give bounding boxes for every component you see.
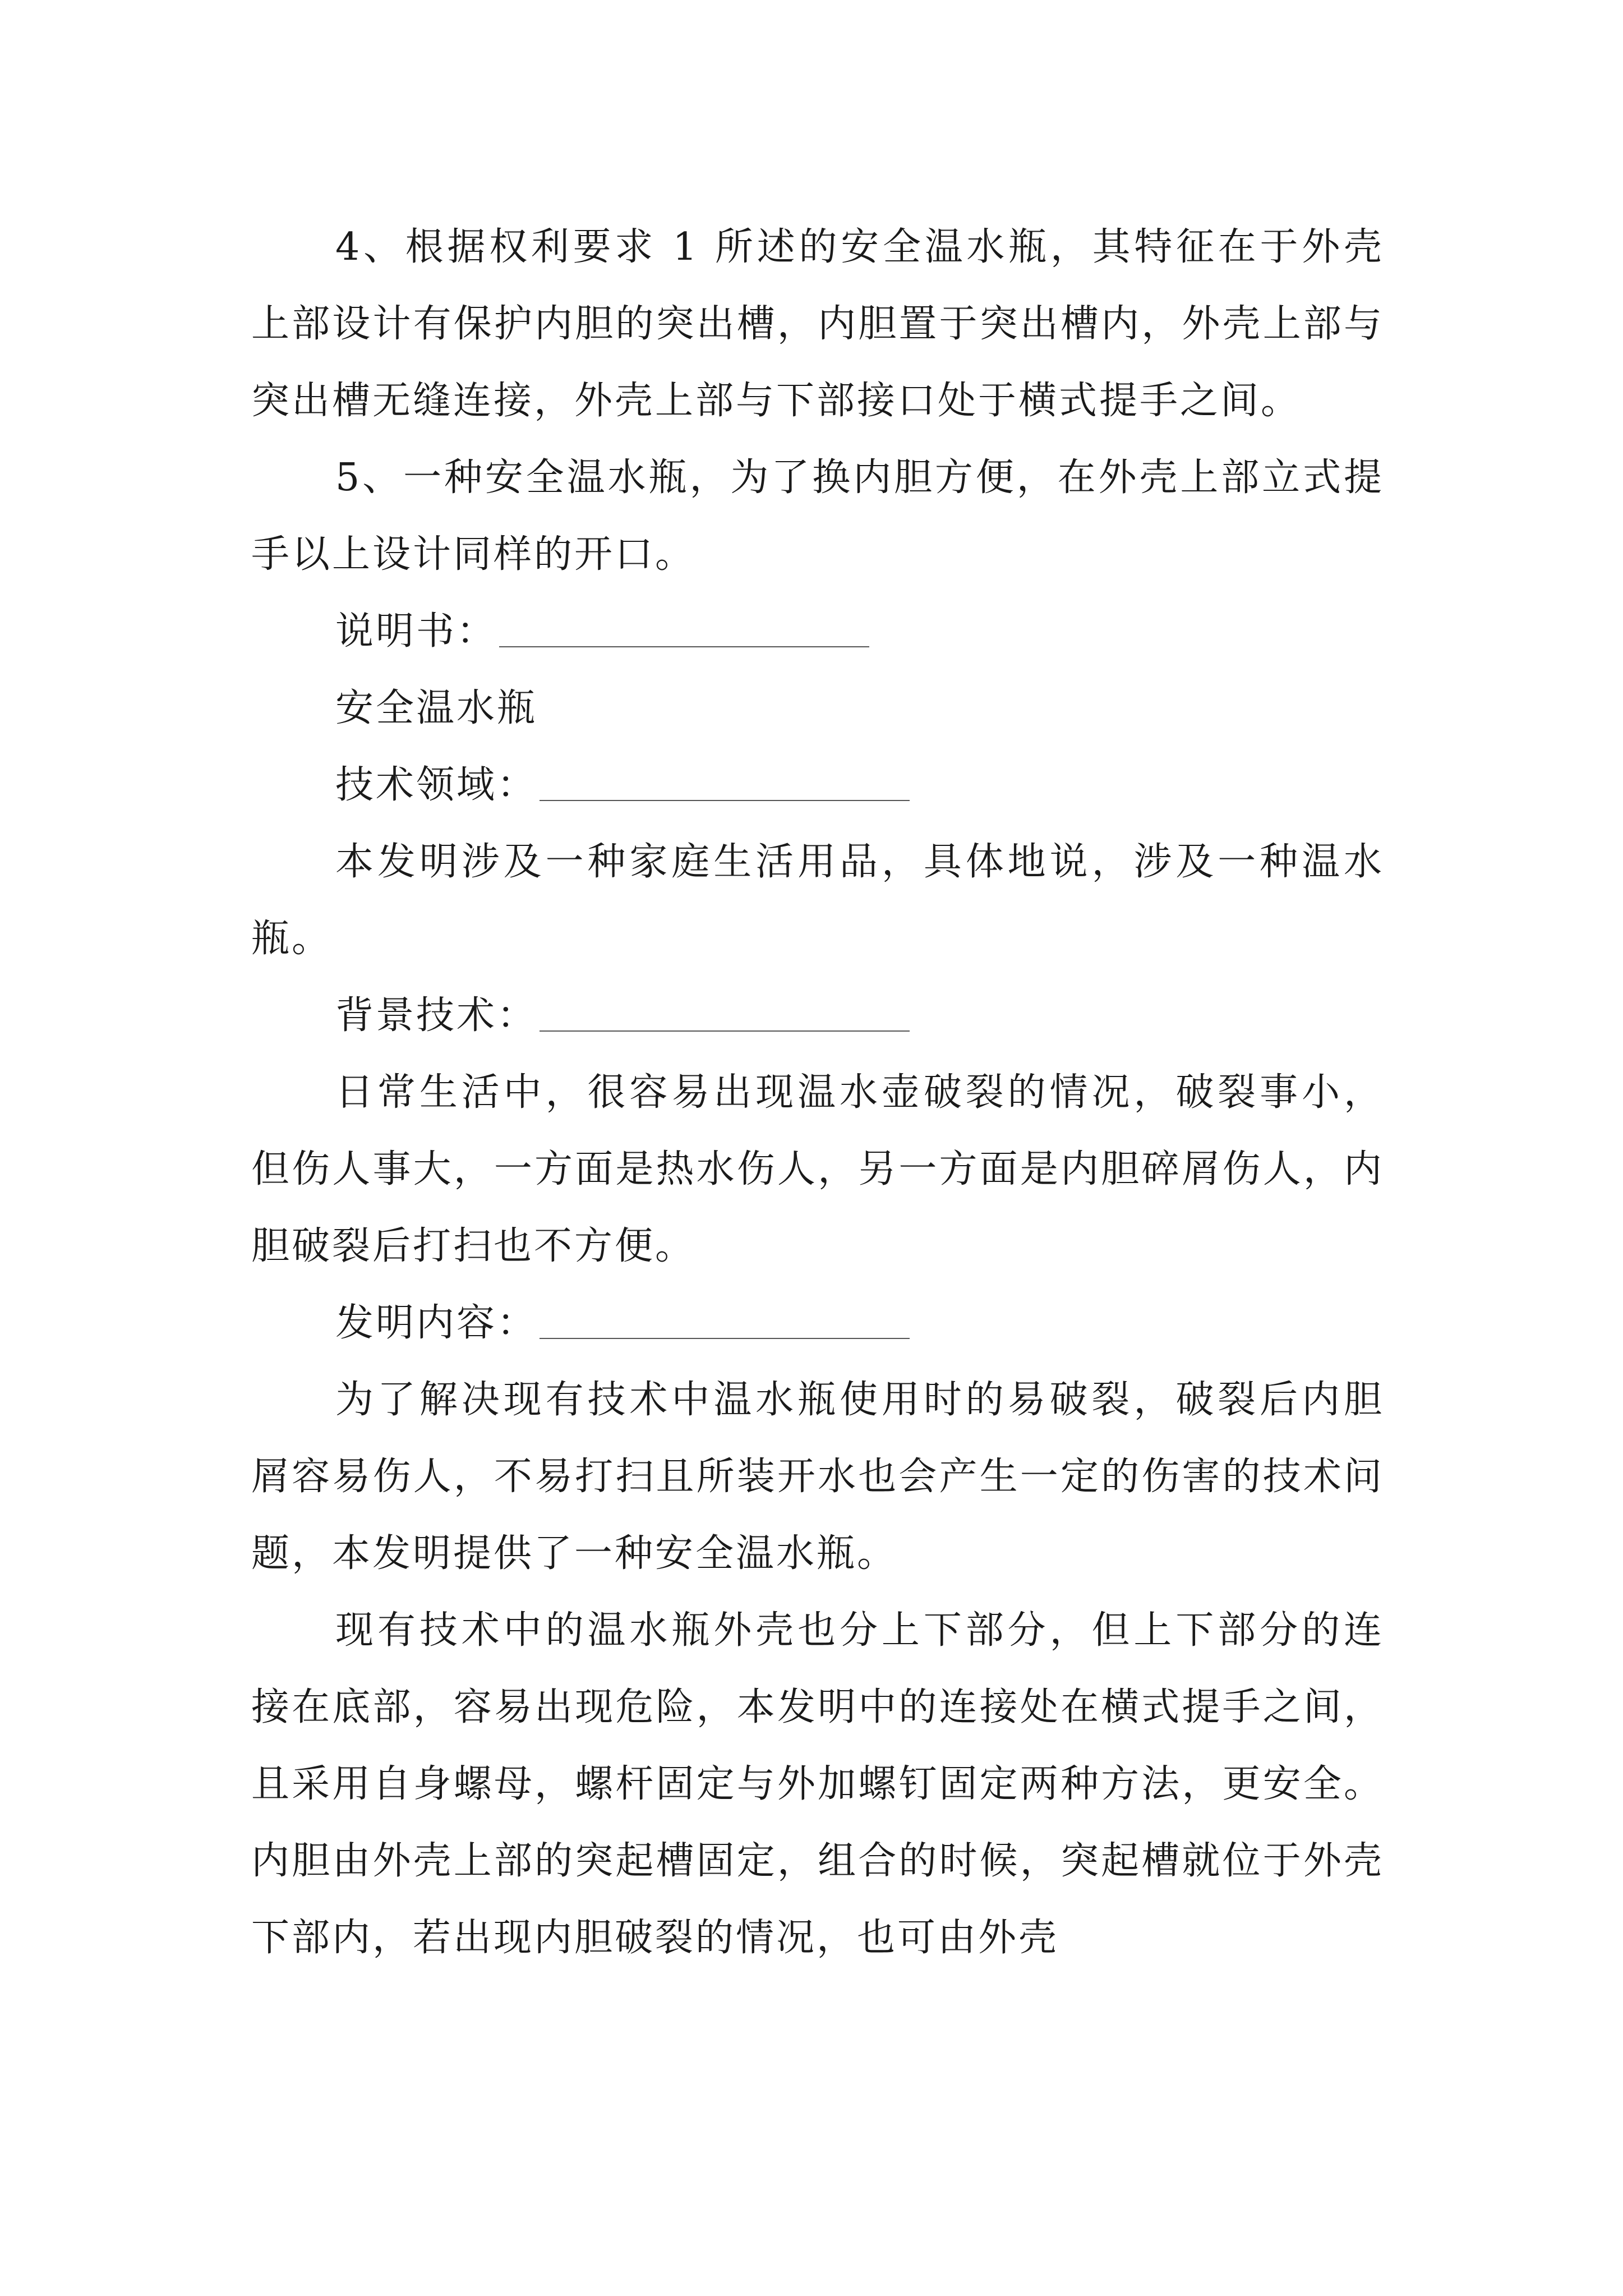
invention-underline [540, 1338, 910, 1339]
spec-underline [499, 646, 869, 647]
claim-5-paragraph: 5、一种安全温水瓶，为了换内胆方便，在外壳上部立式提手以上设计同样的开口。 [251, 455, 1384, 577]
tech-field-heading [251, 747, 1384, 823]
invention-paragraph-2: 现有技术中的温水瓶外壳也分上下部分，但上下部分的连接在底部，容易出现危险，本发明中的连接处在横式提手之间，且采用自身螺母，螺杆固定与外加螺钉固定两种方法，更安全。内胆由外壳上部的突起槽固定，组合的时候，突起槽就位于外壳下部内，若出现内胆破裂的情况，也可由外壳 [251, 1608, 1384, 1960]
background-heading [251, 977, 1384, 1054]
spec-label: 说明书： [335, 609, 497, 654]
tech-field-underline [540, 800, 910, 801]
invention-title: 安全温水瓶 [335, 686, 538, 730]
invention-paragraph-1: 为了解决现有技术中温水瓶使用时的易破裂，破裂后内胆屑容易伤人，不易打扫且所装开水也会产生一定的伤害的技术问题，本发明提供了一种安全温水瓶。 [251, 1378, 1384, 1576]
background-label: 背景技术： [335, 993, 538, 1038]
claim-4-paragraph: 4、根据权利要求 1 所述的安全温水瓶，其特征在于外壳上部设计有保护内胆的突出槽，内胆置于突出槽内，外壳上部与突出槽无缝连接，外壳上部与下部接口处于横式提手之间。 [251, 225, 1384, 423]
background-paragraph: 日常生活中，很容易出现温水壶破裂的情况，破裂事小，但伤人事大，一方面是热水伤人，另一方面是内胆碎屑伤人，内胆破裂后打扫也不方便。 [251, 1070, 1384, 1268]
tech-field-paragraph: 本发明涉及一种家庭生活用品，具体地说，涉及一种温水瓶。 [251, 840, 1384, 961]
tech-field-label: 技术领域： [335, 763, 538, 807]
invention-heading [251, 1285, 1384, 1361]
invention-label: 发明内容： [335, 1301, 538, 1345]
document-body [251, 209, 1384, 1976]
spec-heading [251, 593, 1384, 670]
background-underline [540, 1030, 910, 1032]
